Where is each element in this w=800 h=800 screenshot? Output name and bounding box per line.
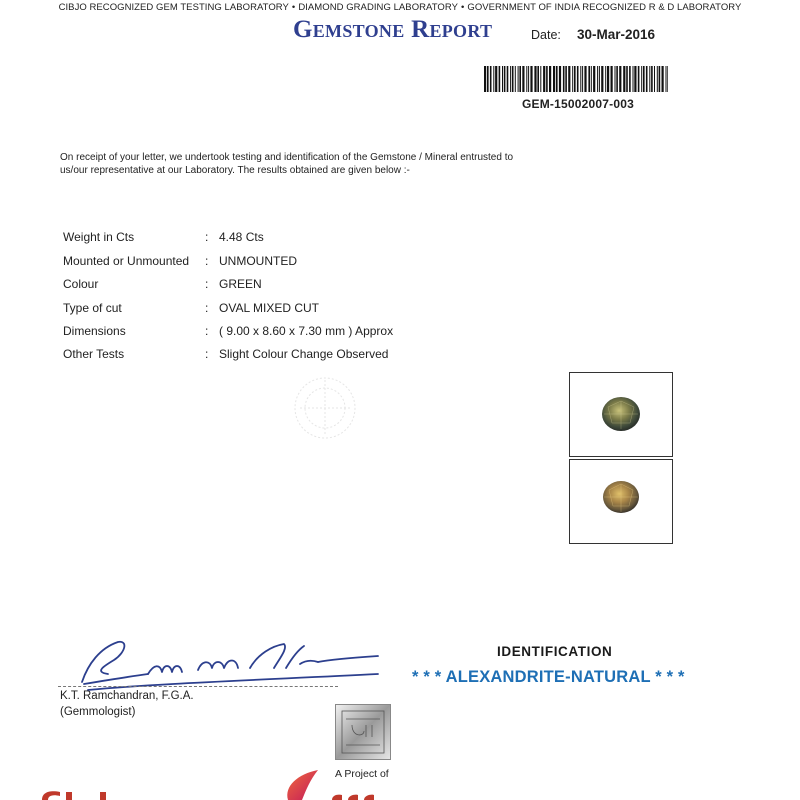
barcode-bar xyxy=(515,66,516,92)
detail-label: Dimensions xyxy=(63,324,126,338)
barcode-bar xyxy=(605,66,606,92)
barcode-bar xyxy=(638,66,640,92)
detail-colon: : xyxy=(205,301,209,315)
barcode-bar xyxy=(493,66,494,92)
detail-value: OVAL MIXED CUT xyxy=(219,301,320,315)
barcode-bar xyxy=(507,66,509,92)
barcode-bar xyxy=(615,66,616,92)
accreditation-2: DIAMOND GRADING LABORATORY xyxy=(298,2,458,13)
project-of-label: A Project of xyxy=(335,768,389,780)
identification-result: * * * ALEXANDRITE-NATURAL * * * xyxy=(412,668,685,686)
barcode-bar xyxy=(593,66,595,92)
barcode-bar xyxy=(543,66,545,92)
detail-row-colour xyxy=(63,277,483,295)
barcode-bar xyxy=(540,66,541,92)
detail-colon: : xyxy=(205,254,209,268)
detail-row-dimensions xyxy=(63,324,483,342)
gem-photo-daylight xyxy=(569,372,673,457)
barcode-bar xyxy=(582,66,583,92)
barcode-bar xyxy=(519,66,521,92)
date-label: Date: xyxy=(531,28,561,42)
parent-company-logo-text xyxy=(330,792,400,800)
barcode-bar xyxy=(559,66,561,92)
barcode-bar xyxy=(591,66,592,92)
date-value: 30-Mar-2016 xyxy=(577,27,656,42)
barcode-bar xyxy=(643,66,645,92)
barcode-bar xyxy=(574,66,576,92)
detail-value: GREEN xyxy=(219,277,262,291)
detail-label: Type of cut xyxy=(63,301,122,315)
barcode-bar xyxy=(510,66,511,92)
accreditation-3: GOVERNMENT OF INDIA RECOGNIZED R & D LABORATORY xyxy=(467,2,742,13)
barcode-bar xyxy=(495,66,497,92)
barcode-bar xyxy=(528,66,529,92)
barcode-bar xyxy=(537,66,539,92)
barcode-bar xyxy=(580,66,581,92)
detail-colon: : xyxy=(205,230,209,244)
barcode-bar xyxy=(518,66,519,92)
gemmologist-title: (Gemmologist) xyxy=(60,706,136,718)
detail-label: Colour xyxy=(63,277,99,291)
barcode-bar xyxy=(526,66,527,92)
barcode-bar xyxy=(654,66,655,92)
barcode-bar xyxy=(565,66,567,92)
barcode-bar xyxy=(634,66,636,92)
detail-value: 4.48 Cts xyxy=(219,230,264,244)
accreditation-separator: • xyxy=(460,2,465,13)
watermark-emblem xyxy=(280,368,370,448)
accreditation-line xyxy=(0,2,800,13)
barcode-bar xyxy=(504,66,506,92)
barcode-bar xyxy=(649,66,650,92)
barcode-bar xyxy=(651,66,653,92)
barcode-bar xyxy=(657,66,658,92)
barcode-bar xyxy=(659,66,661,92)
barcode-bar xyxy=(599,66,600,92)
gem-photo-incandescent xyxy=(569,459,673,544)
barcode-bar xyxy=(490,66,492,92)
barcode-bar xyxy=(633,66,634,92)
report-number: GEM-15002007-003 xyxy=(522,97,634,111)
barcode-bar xyxy=(549,66,551,92)
barcode-bar xyxy=(584,66,586,92)
intro-text: On receipt of your letter, we undertook testing and identification of the Gemstone / Mineral entrusted to us/our representative at our Laboratory. The results obtained are given below :- xyxy=(60,152,514,176)
barcode-bar xyxy=(556,66,558,92)
accreditation-1: CIBJO RECOGNIZED GEM TESTING LABORATORY xyxy=(58,2,289,13)
barcode-bar xyxy=(512,66,514,92)
detail-colon: : xyxy=(205,347,209,361)
barcode-bar xyxy=(553,66,555,92)
barcode-bar xyxy=(646,66,648,92)
barcode-bar xyxy=(522,66,524,92)
barcode-bar xyxy=(607,66,609,92)
detail-value: ( 9.00 x 8.60 x 7.30 mm ) Approx xyxy=(219,324,394,338)
gemmologist-name: K.T. Ramchandran, F.G.A. xyxy=(60,690,194,702)
hologram-seal xyxy=(335,704,391,760)
barcode-bar xyxy=(629,66,631,92)
barcode-bar xyxy=(572,66,573,92)
barcode-bar xyxy=(597,66,598,92)
detail-row-mounted xyxy=(63,254,483,272)
barcode-bar xyxy=(530,66,532,92)
report-title: Gemstone Report xyxy=(293,16,493,43)
identification-heading: IDENTIFICATION xyxy=(497,644,613,659)
barcode-bar xyxy=(666,66,667,92)
barcode-bar xyxy=(563,66,565,92)
barcode-bar xyxy=(611,66,613,92)
barcode-bar xyxy=(577,66,579,92)
barcode-bar xyxy=(502,66,503,92)
barcode-bar xyxy=(487,66,489,92)
barcode-bar xyxy=(626,66,628,92)
detail-value: UNMOUNTED xyxy=(219,254,297,268)
signature-line xyxy=(58,686,338,687)
barcode-bar xyxy=(662,66,664,92)
detail-row-weight xyxy=(63,230,483,248)
detail-label: Weight in Cts xyxy=(63,230,135,244)
detail-label: Other Tests xyxy=(63,347,125,361)
lab-logo xyxy=(40,788,130,800)
barcode-bar xyxy=(601,66,603,92)
detail-row-cut xyxy=(63,301,483,319)
accreditation-separator: • xyxy=(291,2,296,13)
barcode-bar xyxy=(667,66,668,92)
barcode-bar xyxy=(588,66,590,92)
gemmologist-signature xyxy=(78,634,398,694)
detail-colon: : xyxy=(205,324,209,338)
barcode-bar xyxy=(616,66,618,92)
barcode-bar xyxy=(623,66,625,92)
barcode xyxy=(484,66,668,92)
barcode-bar xyxy=(568,66,570,92)
barcode-bar xyxy=(499,66,501,92)
detail-label: Mounted or Unmounted xyxy=(63,254,190,268)
barcode-bar xyxy=(546,66,548,92)
barcode-bar xyxy=(619,66,621,92)
detail-colon: : xyxy=(205,277,209,291)
detail-row-other-tests xyxy=(63,347,483,365)
barcode-bar xyxy=(641,66,642,92)
barcode-bar xyxy=(484,66,486,92)
parent-company-logo-icon xyxy=(280,770,320,800)
barcode-bar xyxy=(534,66,536,92)
detail-value: Slight Colour Change Observed xyxy=(219,347,389,361)
